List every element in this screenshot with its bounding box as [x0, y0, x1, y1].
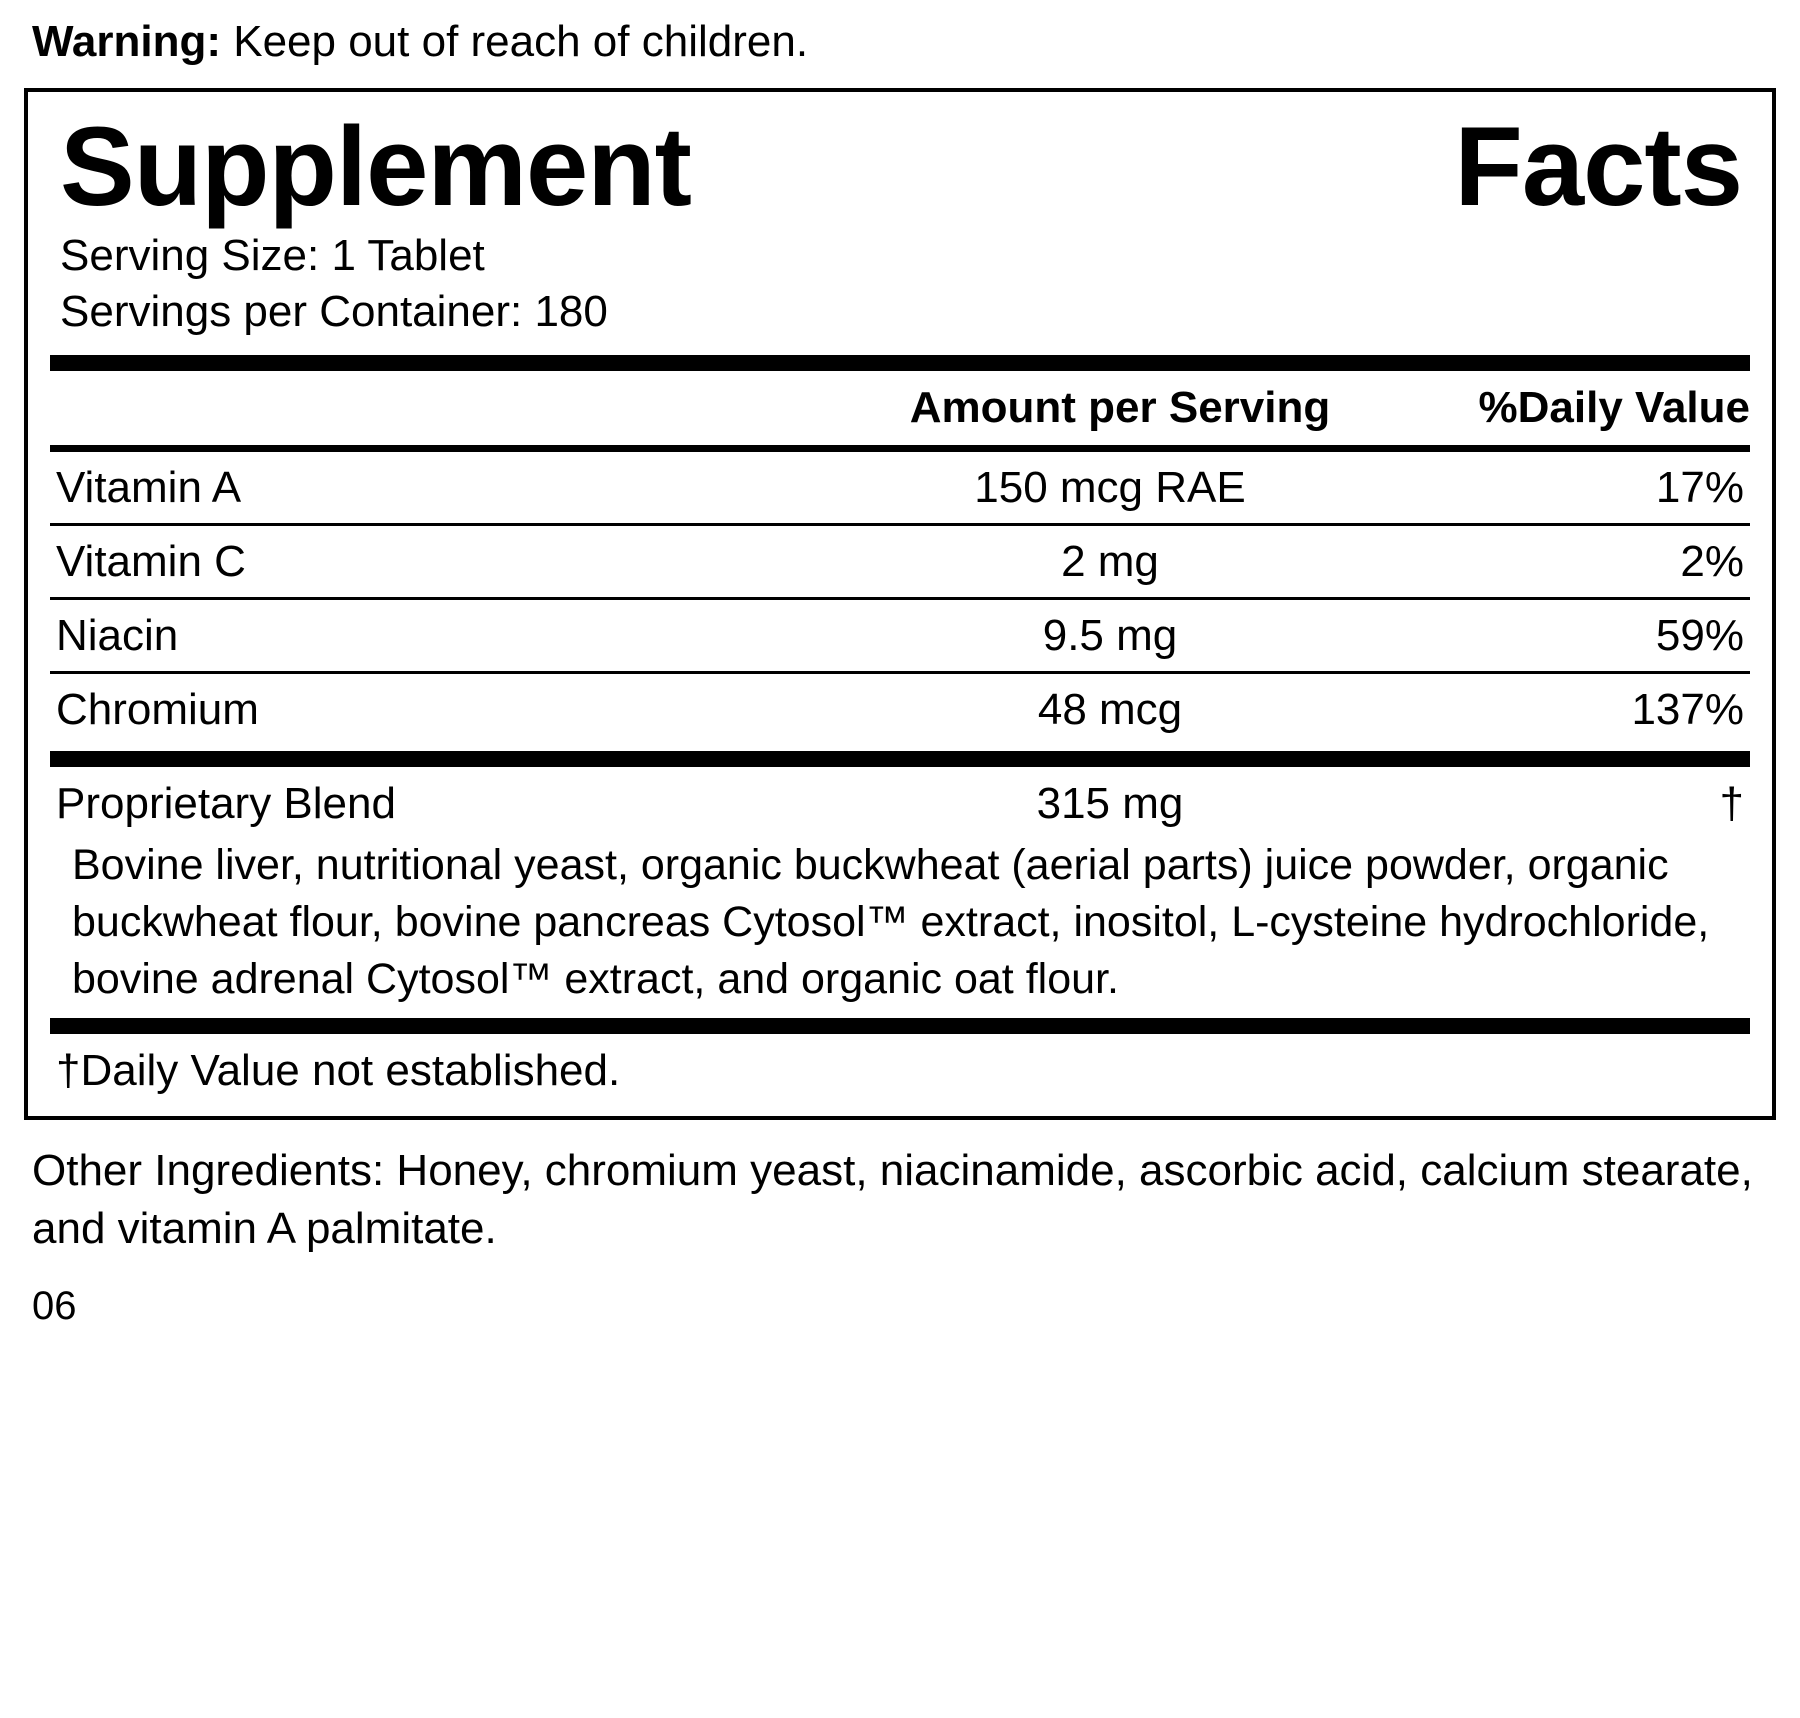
header-amount-per-serving: Amount per Serving — [909, 382, 1331, 432]
supplement-facts-title — [50, 102, 1750, 228]
nutrient-daily-value: 59% — [1342, 598, 1750, 672]
header-daily-value: %Daily Value — [1478, 382, 1750, 432]
rule-above-blend — [50, 751, 1750, 767]
supplement-facts-box — [24, 88, 1776, 1120]
nutrient-name: Chromium — [56, 684, 259, 734]
nutrient-name: Niacin — [50, 598, 878, 672]
nutrient-daily-value: 17% — [1342, 452, 1750, 525]
nutrient-amount: 150 mcg RAE — [878, 452, 1342, 525]
table-row — [50, 672, 1750, 745]
blend-daily-value: † — [1719, 778, 1744, 828]
proprietary-blend-table — [50, 767, 1750, 835]
nutrient-rows-table — [50, 452, 1750, 745]
nutrient-amount: 48 mcg — [1037, 684, 1183, 734]
table-row — [50, 524, 1750, 598]
warning-label: Warning: — [32, 17, 221, 66]
nutrient-daily-value: 2% — [1342, 524, 1750, 598]
table-row — [50, 598, 1750, 672]
rule-below-blend — [50, 1018, 1750, 1034]
nutrient-name: Vitamin A — [50, 452, 878, 525]
rule-top-thick — [50, 355, 1750, 371]
nutrition-table — [50, 371, 1750, 445]
table-row — [50, 452, 1750, 525]
nutrient-name: Vitamin C — [50, 524, 878, 598]
title-supplement-word: Supplement — [60, 104, 691, 230]
blend-name: Proprietary Blend — [56, 778, 396, 828]
table-header-row — [50, 371, 1750, 445]
serving-size-line: Serving Size: 1 Tablet — [60, 230, 485, 280]
warning-line — [24, 0, 1776, 88]
daily-value-footnote: †Daily Value not established. — [56, 1046, 621, 1096]
title-facts-word: Facts — [1454, 104, 1742, 230]
rule-under-header — [50, 445, 1750, 452]
header-nutrient — [50, 371, 890, 445]
blend-ingredients-description: Bovine liver, nutritional yeast, organic buckwheat (aerial parts) juice powder, organic buckwheat flour, bovine pancreas Cytosol™ extract, inositol, L-cysteine hydrochloride, bovine adrenal Cytosol™ extract, and organic oat flour. — [72, 840, 1710, 1003]
servings-per-container-line: Servings per Container: 180 — [60, 287, 608, 337]
nutrient-amount: 9.5 mg — [878, 598, 1342, 672]
other-ingredients: Other Ingredients: Honey, chromium yeast, niacinamide, ascorbic acid, calcium stearate, and vitamin A palmitate. — [32, 1146, 1753, 1254]
document-code: 06 — [32, 1284, 77, 1329]
table-row — [50, 767, 1750, 835]
nutrient-amount: 2 mg — [878, 524, 1342, 598]
nutrient-daily-value: 137% — [1631, 684, 1744, 734]
blend-amount: 315 mg — [1036, 778, 1184, 828]
warning-text: Keep out of reach of children. — [221, 17, 809, 66]
